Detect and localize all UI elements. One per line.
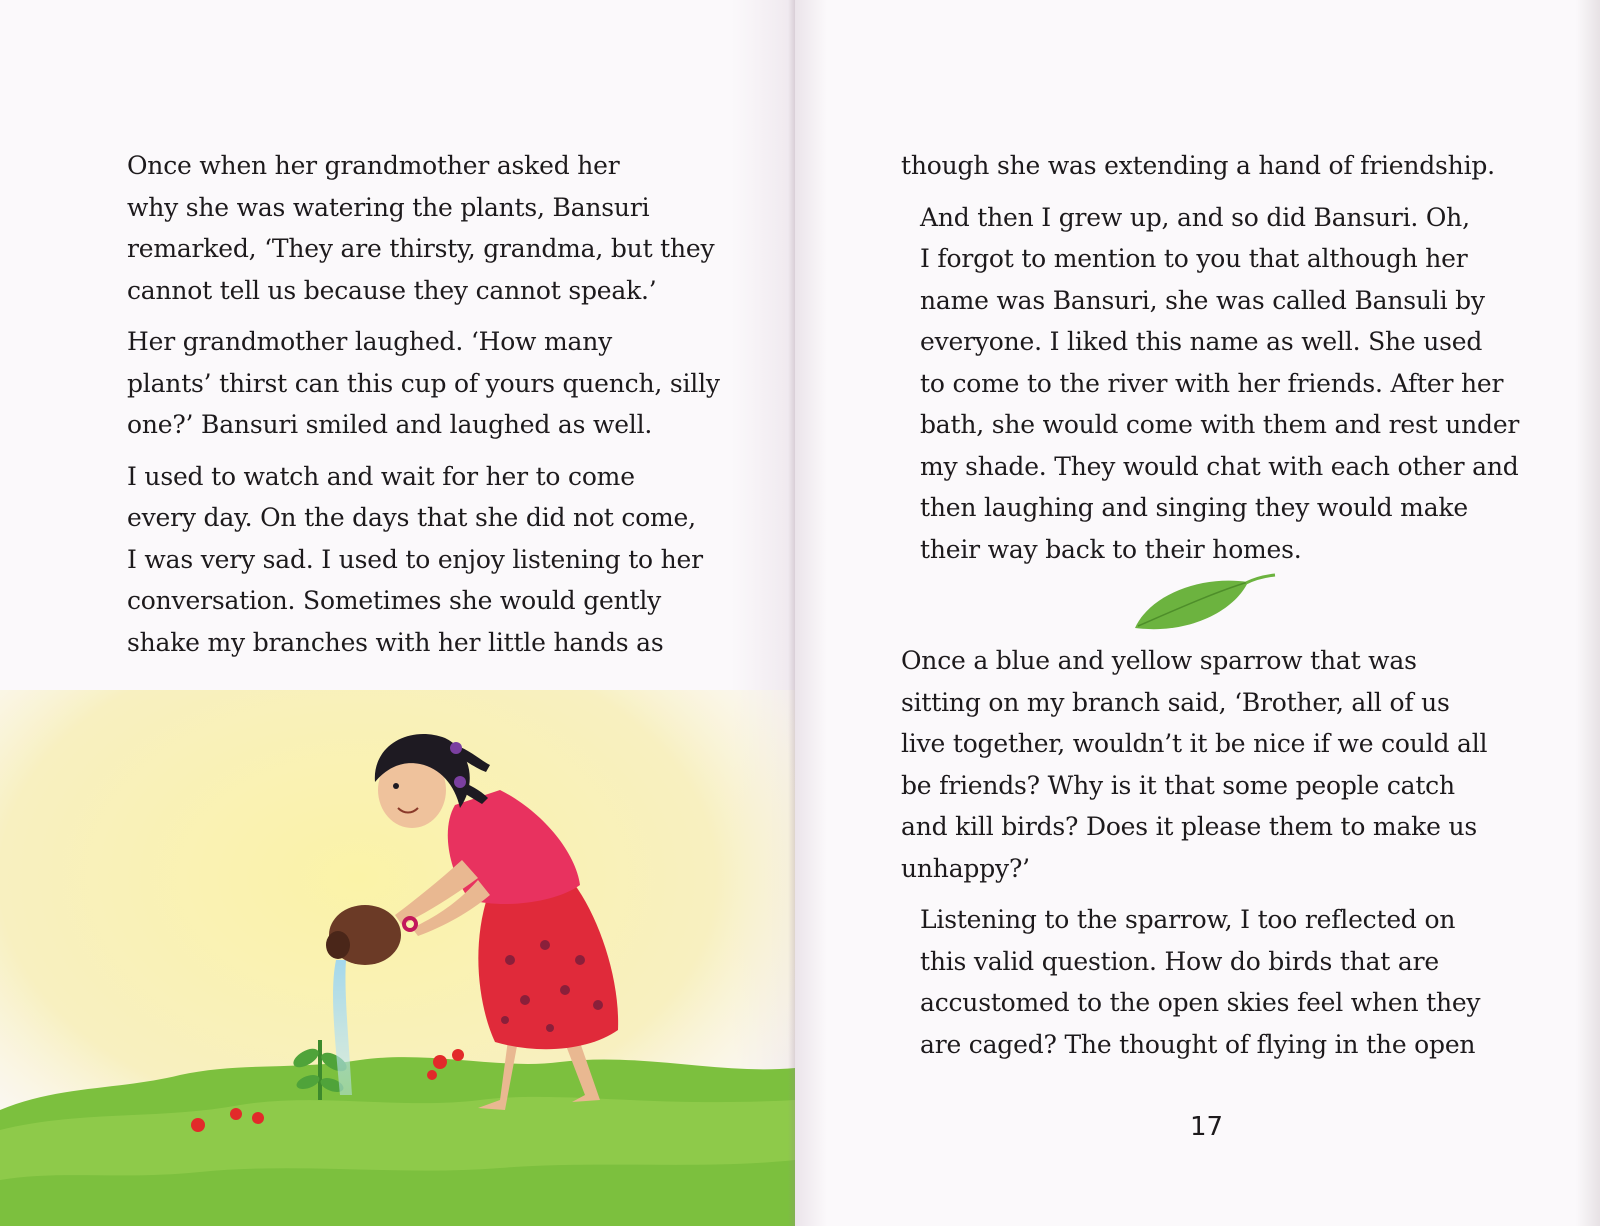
girl-watering-plants-illustration	[0, 690, 795, 1226]
text-line: one?’ Bansuri smiled and laughed as well.	[127, 410, 653, 439]
text-line: Once when her grandmother asked her	[127, 151, 620, 180]
paragraph	[108, 145, 715, 311]
text-line: Listening to the sparrow, I too reflected on	[920, 905, 1456, 934]
left-page-text	[108, 145, 720, 673]
paragraph	[108, 321, 720, 446]
text-line: and kill birds? Does it please them to make us	[901, 812, 1477, 841]
text-line: shake my branches with her little hands as	[127, 627, 664, 657]
text-line: to come to the river with her friends. After her	[920, 368, 1504, 398]
text-line: though she was extending a hand of friendship.	[901, 151, 1495, 180]
text-line: sitting on my branch said, ‘Brother, all of us	[901, 687, 1450, 717]
left-page	[0, 0, 795, 1226]
text-line: why she was watering the plants, Bansuri	[127, 192, 650, 222]
text-line: plants’ thirst can this cup of yours quench, silly	[127, 368, 720, 398]
hair-flower	[450, 742, 462, 754]
text-line: Her grandmother laughed. ‘How many	[127, 327, 613, 356]
text-line: Once a blue and yellow sparrow that was	[901, 646, 1417, 675]
text-line: everyone. I liked this name as well. She used	[920, 327, 1483, 356]
text-line: accustomed to the open skies feel when they	[920, 988, 1481, 1017]
text-line: are caged? The thought of flying in the open	[920, 1029, 1476, 1059]
paragraph	[901, 899, 1540, 1065]
paragraph	[108, 456, 703, 664]
text-line: bath, she would come with them and rest under	[920, 410, 1520, 439]
paragraph	[901, 145, 1540, 187]
text-line: name was Bansuri, she was called Bansuli by	[920, 285, 1485, 315]
text-line: I forgot to mention to you that although her	[920, 244, 1468, 273]
text-line: then laughing and singing they would make	[920, 493, 1468, 522]
girl-eye	[393, 783, 399, 789]
text-line: I used to watch and wait for her to come	[127, 461, 635, 491]
text-line: conversation. Sometimes she would gently	[127, 586, 662, 615]
text-line: my shade. They would chat with each other and	[920, 451, 1519, 481]
text-line: every day. On the days that she did not come,	[127, 503, 696, 532]
text-line: this valid question. How do birds that are	[920, 946, 1439, 976]
text-line: unhappy?’	[901, 853, 1030, 883]
text-line: their way back to their homes.	[920, 534, 1302, 564]
right-page-text-bottom	[901, 640, 1540, 1075]
paragraph	[901, 197, 1540, 571]
text-line: I was very sad. I used to enjoy listening to her	[127, 544, 703, 574]
page-number: 17	[1190, 1112, 1224, 1142]
text-line: remarked, ‘They are thirsty, grandma, but they	[127, 234, 715, 263]
hair-flower	[454, 776, 466, 788]
text-line: live together, wouldn’t it be nice if we could all	[901, 729, 1488, 758]
leaf-divider-icon	[1130, 570, 1280, 636]
text-line: be friends? Why is it that some people catch	[901, 770, 1455, 800]
paragraph	[901, 640, 1540, 889]
right-page-text-top	[901, 145, 1540, 580]
text-line: cannot tell us because they cannot speak.’	[127, 275, 657, 305]
text-line: And then I grew up, and so did Bansuri. Oh,	[920, 202, 1470, 232]
water-pot-mouth	[326, 931, 350, 959]
